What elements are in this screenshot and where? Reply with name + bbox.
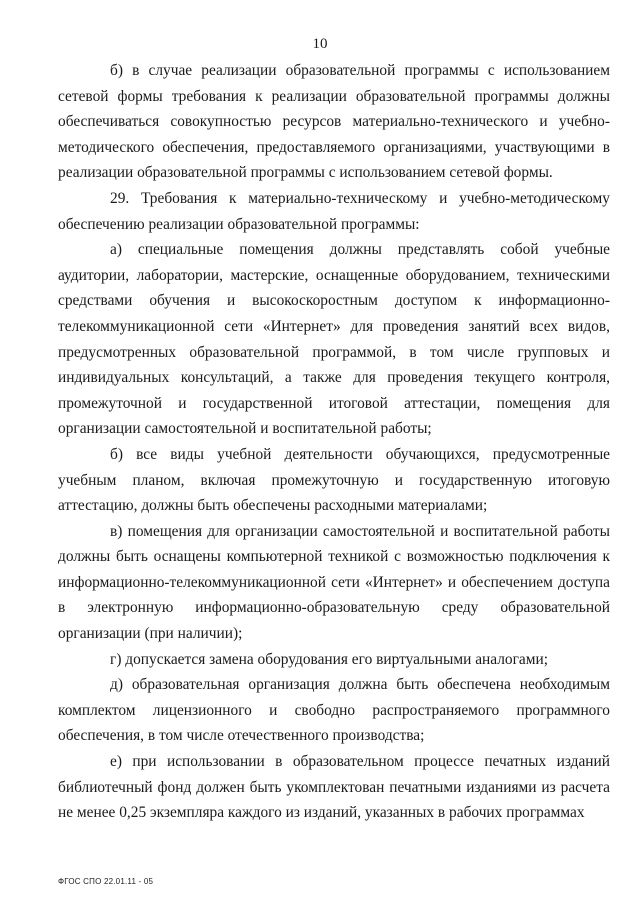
page-number: 10 <box>312 36 328 52</box>
paragraph-29v: в) помещения для организации самостоятельной и воспитательной работы должны быть оснащены компьютерной техникой с возможностью подключения к информационно-телекоммуникационной сети «Интернет» и обеспечением доступа в электронную информационно-образовательную среду образовательной организации (при наличии); <box>58 522 610 643</box>
paragraph-29e: е) при использовании в образовательном процессе печатных изданий библиотечный фонд должен быть укомплектован печатными изданиями из расчета не менее 0,25 экземпляра каждого из изданий, указанных в рабочих программах <box>58 753 610 822</box>
paragraph-28b: б) в случае реализации образовательной программы с использованием сетевой формы требования к реализации образовательной программы должны обеспечиваться совокупностью ресурсов материально-технического и учебно-методического обеспечения, предоставляемого организациями, участвующими в реализации образовательной программы с использованием сетевой формы. <box>58 62 610 182</box>
paragraph-29b: б) все виды учебной деятельности обучающихся, предусмотренные учебным планом, включая промежуточную и государственную итоговую аттестацию, должны быть обеспечены расходными материалами; <box>58 445 610 515</box>
paragraph-29d: д) образовательная организация должна быть обеспечена необходимым комплектом лицензионного и свободно распространяемого программного обеспечения, в том числе отечественного производства; <box>58 676 610 745</box>
footer-code: ФГОС СПО 22.01.11 - 05 <box>58 877 154 886</box>
paragraph-29a: а) специальные помещения должны представлять собой учебные аудитории, лаборатории, мастерские, оснащенные оборудованием, техническими средствами обучения и высокоскоростным доступом к информационно-телекоммуникационной сети «Интернет» для проведения занятий всех видов, предусмотренных образовательной программой, в том числе групповых и индивидуальных консультаций, а также для проведения текущего контроля, промежуточной и государственной итоговой аттестации, помещения для организации самостоятельной и воспитательной работы; <box>58 241 610 438</box>
document-body <box>58 58 610 826</box>
paragraph-29g: г) допускается замена оборудования его виртуальными аналогами; <box>110 650 548 668</box>
paragraph-29: 29. Требования к материально-техническому и учебно-методическому обеспечению реализации образовательной программы: <box>58 189 610 233</box>
